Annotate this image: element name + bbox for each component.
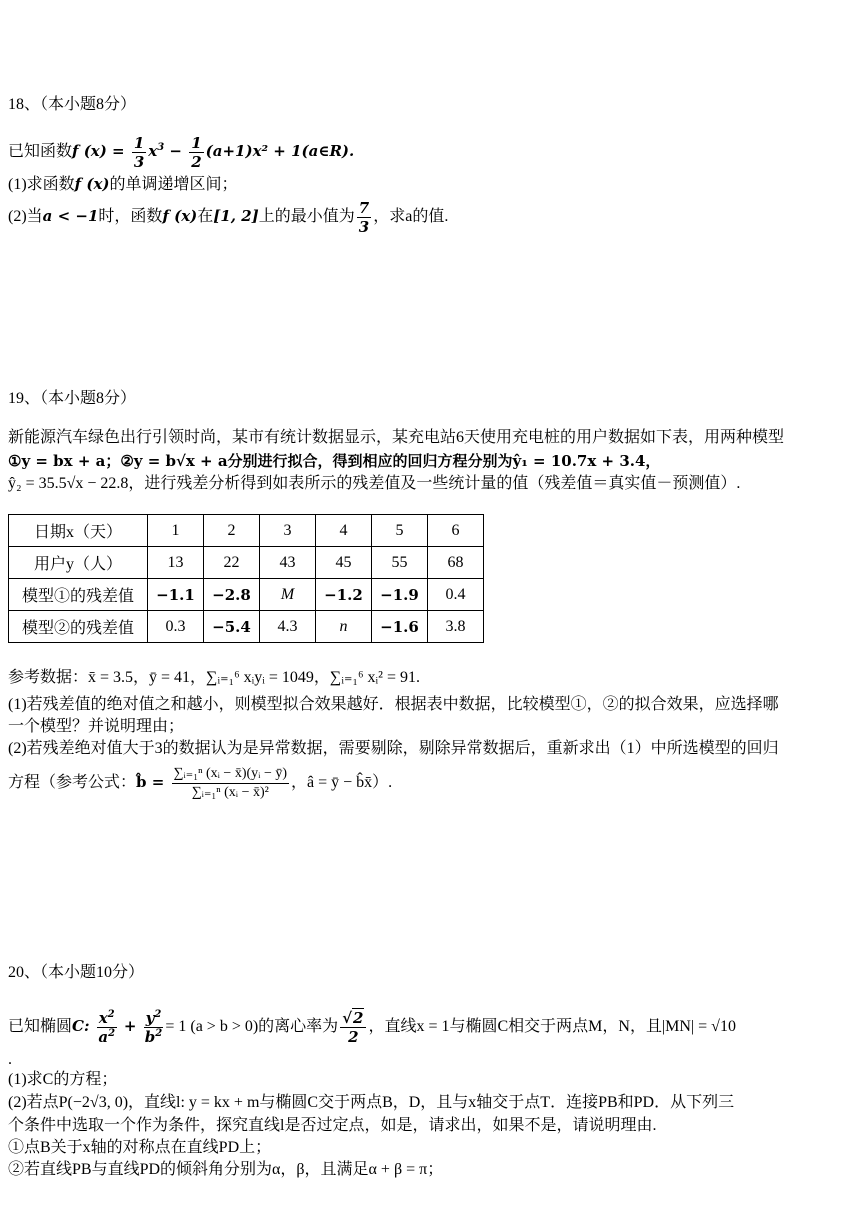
q20-part2-line1: (2)若点P(−2√3, 0)，直线l: y = kx + m与椭圆C交于两点B，D，且与x轴交于点T．连接PB和PD．从下列三 — [8, 1094, 735, 1111]
table-cell: 模型②的残差值 — [9, 611, 148, 643]
table-cell: 55 — [372, 547, 428, 579]
table-cell: 4 — [316, 515, 372, 547]
table-cell: 22 — [204, 547, 260, 579]
table-cell: −1.2 — [316, 579, 372, 611]
q19-intro-line1: 新能源汽车绿色出行引领时尚，某市有统计数据显示，某充电站6天使用充电桩的用户数据如下表，用两种模型 — [8, 429, 785, 446]
table-cell: 用户y（人） — [9, 547, 148, 579]
data-table — [8, 514, 484, 643]
table-cell: −2.8 — [204, 579, 260, 611]
q20-stem-dot: . — [8, 1051, 12, 1068]
table-cell: 2 — [204, 515, 260, 547]
table-cell: 68 — [428, 547, 484, 579]
table-cell: −1.1 — [148, 579, 204, 611]
q19-part1-line1: (1)若残差值的绝对值之和越小，则模型拟合效果越好．根据表中数据，比较模型①，②的拟合效果，应选择哪 — [8, 696, 779, 713]
table-cell: 1 — [148, 515, 204, 547]
table-cell: 43 — [260, 547, 316, 579]
q18-header: 18、（本小题8分） — [8, 96, 137, 113]
q19-intro-line3: ŷ₂ = 35.5√x − 22.8，进行残差分析得到如表所示的残差值及一些统计量的值（残差值＝真实值－预测值）. — [8, 475, 741, 492]
q19-header: 19、（本小题8分） — [8, 390, 137, 407]
table-cell: 3 — [260, 515, 316, 547]
table-row — [9, 611, 484, 643]
q20-part2-line2: 个条件中选取一个作为条件，探究直线l是否过定点，如是，请求出，如果不是，请说明理由. — [8, 1117, 657, 1134]
table-cell: 13 — [148, 547, 204, 579]
table-cell: 45 — [316, 547, 372, 579]
q19-part2-line2: 方程（参考公式：b̂ = $\frac{\text{∑ᵢ₌₁ⁿ (xᵢ − x̄)(yᵢ − ȳ)}}{\text{∑ᵢ₌₁ⁿ (xᵢ − x̄)²}}$ ，â = ȳ − b̂x̄）. — [8, 765, 393, 800]
table-cell: 4.3 — [260, 611, 316, 643]
table-row — [9, 579, 484, 611]
table-cell: 5 — [372, 515, 428, 547]
q20-part1: (1)求C的方程； — [8, 1071, 118, 1088]
table-cell: n — [316, 611, 372, 643]
q18-stem: 已知函数f (x) = $\frac{1}{3}$ $x^3$ − $\frac{1}{2}$ (a+1)x² + 1(a∈R). — [8, 133, 355, 171]
table-cell: 0.4 — [428, 579, 484, 611]
table-cell: −5.4 — [204, 611, 260, 643]
q18-stem-rest: (a+1)x² + 1(a∈R). — [205, 142, 355, 160]
table-row — [9, 547, 484, 579]
table-row — [9, 515, 484, 547]
q19-part1-line2: 一个模型？并说明理由； — [8, 718, 185, 735]
table-cell: 3.8 — [428, 611, 484, 643]
table-cell: −1.6 — [372, 611, 428, 643]
table-cell: 6 — [428, 515, 484, 547]
table-cell: −1.9 — [372, 579, 428, 611]
q19-intro-line2: ①y = bx + a；②y = b√x + a分别进行拟合，得到相应的回归方程分别为ŷ₁ = 10.7x + 3.4， — [8, 452, 661, 470]
table-cell: M — [260, 579, 316, 611]
q19-ref-data: 参考数据：x̄ = 3.5，ȳ = 41，∑ᵢ₌₁⁶ xᵢyᵢ = 1049，∑ᵢ₌₁⁶ xᵢ² = 91. — [8, 669, 420, 686]
q20-condition-1: ①点B关于x轴的对称点在直线PD上； — [8, 1139, 272, 1156]
q20-header: 20、（本小题10分） — [8, 964, 145, 981]
table-cell: 模型①的残差值 — [9, 579, 148, 611]
q20-stem: 已知椭圆C: $\frac{x^2}{a^2}$ + $\frac{y^2}{b^2}$ = 1 (a > b > 0)的离心率为 $\frac{√2}{2}$ ，直线x = 1与椭圆C相交于两点M，N，且|MN| = √10 — [8, 1008, 736, 1046]
q18-stem-lead: 已知函数 — [8, 143, 73, 160]
table-cell: 日期x（天） — [9, 515, 148, 547]
q18-part1: (1)求函数f (x)的单调递增区间； — [8, 175, 238, 193]
q20-condition-2: ②若直线PB与直线PD的倾斜角分别为α，β，且满足α + β = π； — [8, 1161, 444, 1178]
table-cell: 0.3 — [148, 611, 204, 643]
q19-part2-line1: (2)若残差绝对值大于3的数据认为是异常数据，需要剔除，剔除异常数据后，重新求出（1）中所选模型的回归 — [8, 740, 779, 757]
q18-part2: (2)当a < −1时，函数f (x)在[1, 2]上的最小值为 $\frac{7}{3}$ ，求a的值. — [8, 198, 449, 236]
